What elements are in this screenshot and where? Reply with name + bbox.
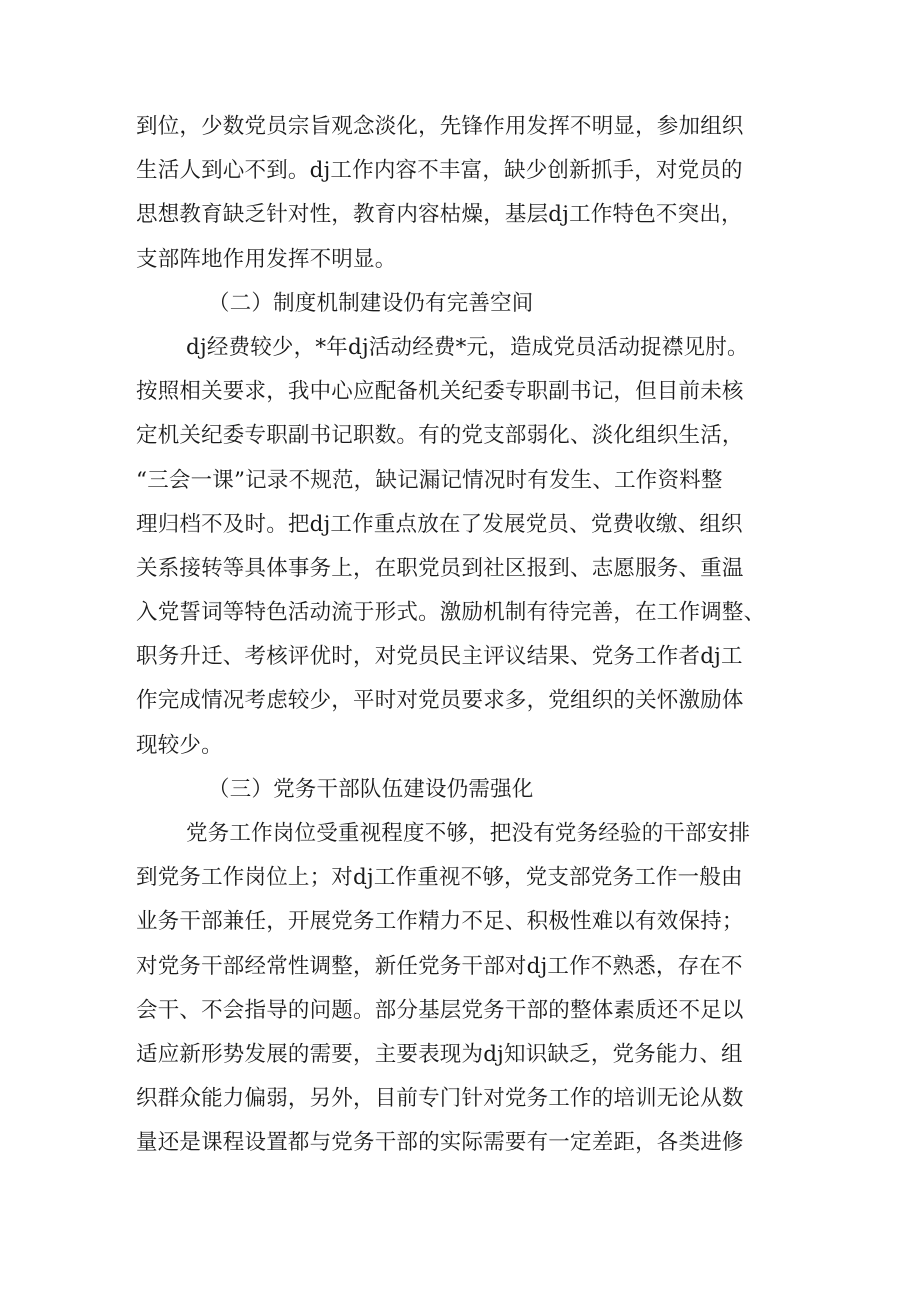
paragraph-line: 到党务工作岗位上；对dj工作重视不够，党支部党务工作一般由 — [136, 865, 743, 891]
paragraph-line: 按照相关要求，我中心应配备机关纪委专职副书记，但目前未核 — [136, 379, 744, 405]
paragraph-line: 理归档不及时。把dj工作重点放在了发展党员、党费收缴、组织 — [136, 511, 743, 537]
paragraph-line: 对党务干部经常性调整，新任党务干部对dj工作不熟悉，存在不 — [136, 953, 743, 979]
paragraph-line: 现较少。 — [136, 732, 223, 758]
paragraph-line: dj经费较少，*年dj活动经费*元，造成党员活动捉襟见肘。 — [186, 334, 749, 360]
section-heading-2: （二）制度机制建设仍有完善空间 — [208, 290, 534, 316]
paragraph-line: 支部阵地作用发挥不明显。 — [136, 246, 397, 272]
paragraph-line: 入党誓词等特色活动流于形式。激励机制有待完善，在工作调整、 — [136, 600, 766, 626]
paragraph-line: 职务升迁、考核评优时，对党员民主评议结果、党务工作者dj工 — [136, 644, 743, 670]
paragraph-line: 业务干部兼任，开展党务工作精力不足、积极性难以有效保持； — [136, 909, 744, 935]
paragraph-line: 思想教育缺乏针对性，教育内容枯燥，基层dj工作特色不突出， — [136, 202, 743, 228]
paragraph-line: 会干、不会指导的问题。部分基层党务干部的整体素质还不足以 — [136, 997, 744, 1023]
paragraph-line: 作完成情况考虑较少，平时对党员要求多，党组织的关怀激励体 — [136, 688, 744, 714]
document-page — [136, 105, 786, 1166]
paragraph-line: 织群众能力偏弱，另外，目前专门针对党务工作的培训无论从数 — [136, 1086, 744, 1112]
paragraph-line: 定机关纪委专职副书记职数。有的党支部弱化、淡化组织生活， — [136, 423, 744, 449]
paragraph-line: 适应新形势发展的需要，主要表现为dj知识缺乏，党务能力、组 — [136, 1041, 743, 1067]
section-heading-3: （三）党务干部队伍建设仍需强化 — [208, 776, 534, 802]
paragraph-line: 党务工作岗位受重视程度不够，把没有党务经验的干部安排 — [186, 821, 751, 846]
paragraph-line: 到位，少数党员宗旨观念淡化，先锋作用发挥不明显，参加组织 — [136, 114, 744, 139]
paragraph-line: “三会一课”记录不规范，缺记漏记情况时有发生、工作资料整 — [136, 467, 723, 493]
paragraph-line: 量还是课程设置都与党务干部的实际需要有一定差距，各类进修 — [136, 1130, 744, 1156]
paragraph-line: 生活人到心不到。dj工作内容不丰富，缺少创新抓手，对党员的 — [136, 158, 743, 184]
paragraph-line: 关系接转等具体事务上，在职党员到社区报到、志愿服务、重温 — [136, 555, 744, 581]
